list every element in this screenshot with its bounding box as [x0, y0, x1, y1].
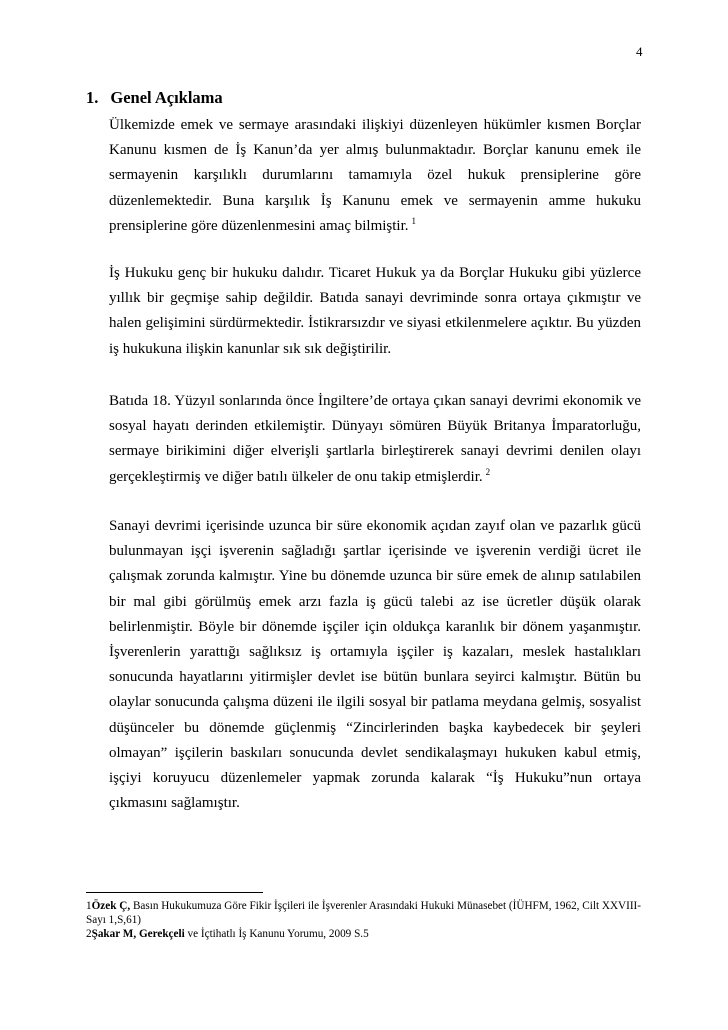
- footnote: [86, 899, 641, 927]
- paragraph-text: İş Hukuku genç bir hukuku dalıdır. Ticaret Hukuk ya da Borçlar Hukuku gibi yüzlerce yıllık bir geçmişe sahip değildir. Batıda sanayi devriminde sonra ortaya çıkmıştır ve halen gelişimini sürdürmektedir. İstikrarsızdır ve siyasi etkilenmelere açıktır. Bu yüzden iş hukukuna ilişkin kanunlar sık sık değiştirilir.: [109, 265, 641, 357]
- section-title: Genel Açıklama: [110, 88, 223, 107]
- footnote-reference[interactable]: 1: [411, 215, 416, 226]
- footnote-divider: [86, 892, 263, 893]
- footnote-reference[interactable]: 2: [485, 466, 491, 477]
- paragraph-text: Ülkemizde emek ve sermaye arasındaki ilişkiyi düzenleyen hükümler kısmen Borçlar Kanunu kısmen de İş Kanun’da yer almış bulunmaktadır. Borçlar kanunu emek ile sermayenin karşılıklı durumlarını tamamıyla özel hukuk prensiplerine göre düzenlemektedir. Buna karşılık İş Kanunu emek ve sermayenin amme hukuku prensiplerine göre düzenlenmesini amaç bilmiştir.: [109, 117, 641, 234]
- paragraph-text: Sanayi devrimi içerisinde uzunca bir süre ekonomik açıdan zayıf olan ve pazarlık gücü bulunmayan işçi işverenin sağladığı şartlar içerisinde ve işverenin verdiği ücret ile çalışmak zorunda kalmıştır. Yine bu dönemde uzunca bir süre emek de alınıp satılabilen bir mal gibi görülmüş emek arzı fazla iş gücü talebi az ise ücretler düşük olarak belirlenmiştir. Böyle bir dönemde işçiler için oldukça karanlık bir dönem yaşanmıştır. İşverenlerin yarattığı sağlıksız iş ortamıyla işçiler iş kazaları, meslek hastalıkları sonucunda hayatlarını yitirmişler devlet ise bütün bunlara seyirci kalmıştır. Bütün bu olaylar sonucunda çalışma düzeni ile ilgili sosyal bir patlama meydana gelmiş, sosyalist düşünceler bu dönemde güçlenmiş “Zincirlerinden başka kaybedecek bir şeyleri olmayan” işçilerin baskıları sonucunda devlet sendikalaşmayı hukuken kabul etmiş, işçiyi koruyucu düzenlemeler yapmak zorunda kalarak “İş Hukuku”nun ortaya çıkmasını sağlamıştır.: [109, 518, 641, 812]
- paragraph: [109, 389, 641, 490]
- paragraph: [109, 113, 641, 239]
- footnote-marker: 1: [86, 900, 92, 912]
- section-heading: [86, 88, 223, 108]
- footnote: [86, 927, 641, 941]
- page-number: 4: [636, 44, 643, 59]
- paragraph: [109, 514, 641, 816]
- footnote-text: ve İçtihatlı İş Kanunu Yorumu, 2009 S.5: [184, 928, 369, 940]
- section-number: 1.: [86, 88, 99, 107]
- footnote-author: Şakar M, Gerekçeli: [91, 928, 185, 940]
- paragraph: [109, 261, 641, 362]
- paragraph-text: Batıda 18. Yüzyıl sonlarında önce İngiltere’de ortaya çıkan sanayi devrimi ekonomik ve sosyal hayatı derinden etkilemiştir. Dünyayı sömüren Büyük Britanya İmparatorluğu, sermaye birikimini diğer elverişli şartlarla birleştirerek sanayi devrimi denilen olayı gerçekleştirmiş ve diğer batılı ülkeler de onu takip etmişlerdir.: [109, 393, 641, 485]
- footnote-text: Basın Hukukumuza Göre Fikir İşçileri ile İşverenler Arasındaki Hukuki Münasebet (İÜHFM, 1962, Cilt XXVIII- Sayı 1,S,61): [86, 900, 642, 926]
- footnotes: [86, 899, 641, 941]
- footnote-author: Özek Ç,: [91, 900, 131, 912]
- footnote-marker: 2: [86, 928, 92, 940]
